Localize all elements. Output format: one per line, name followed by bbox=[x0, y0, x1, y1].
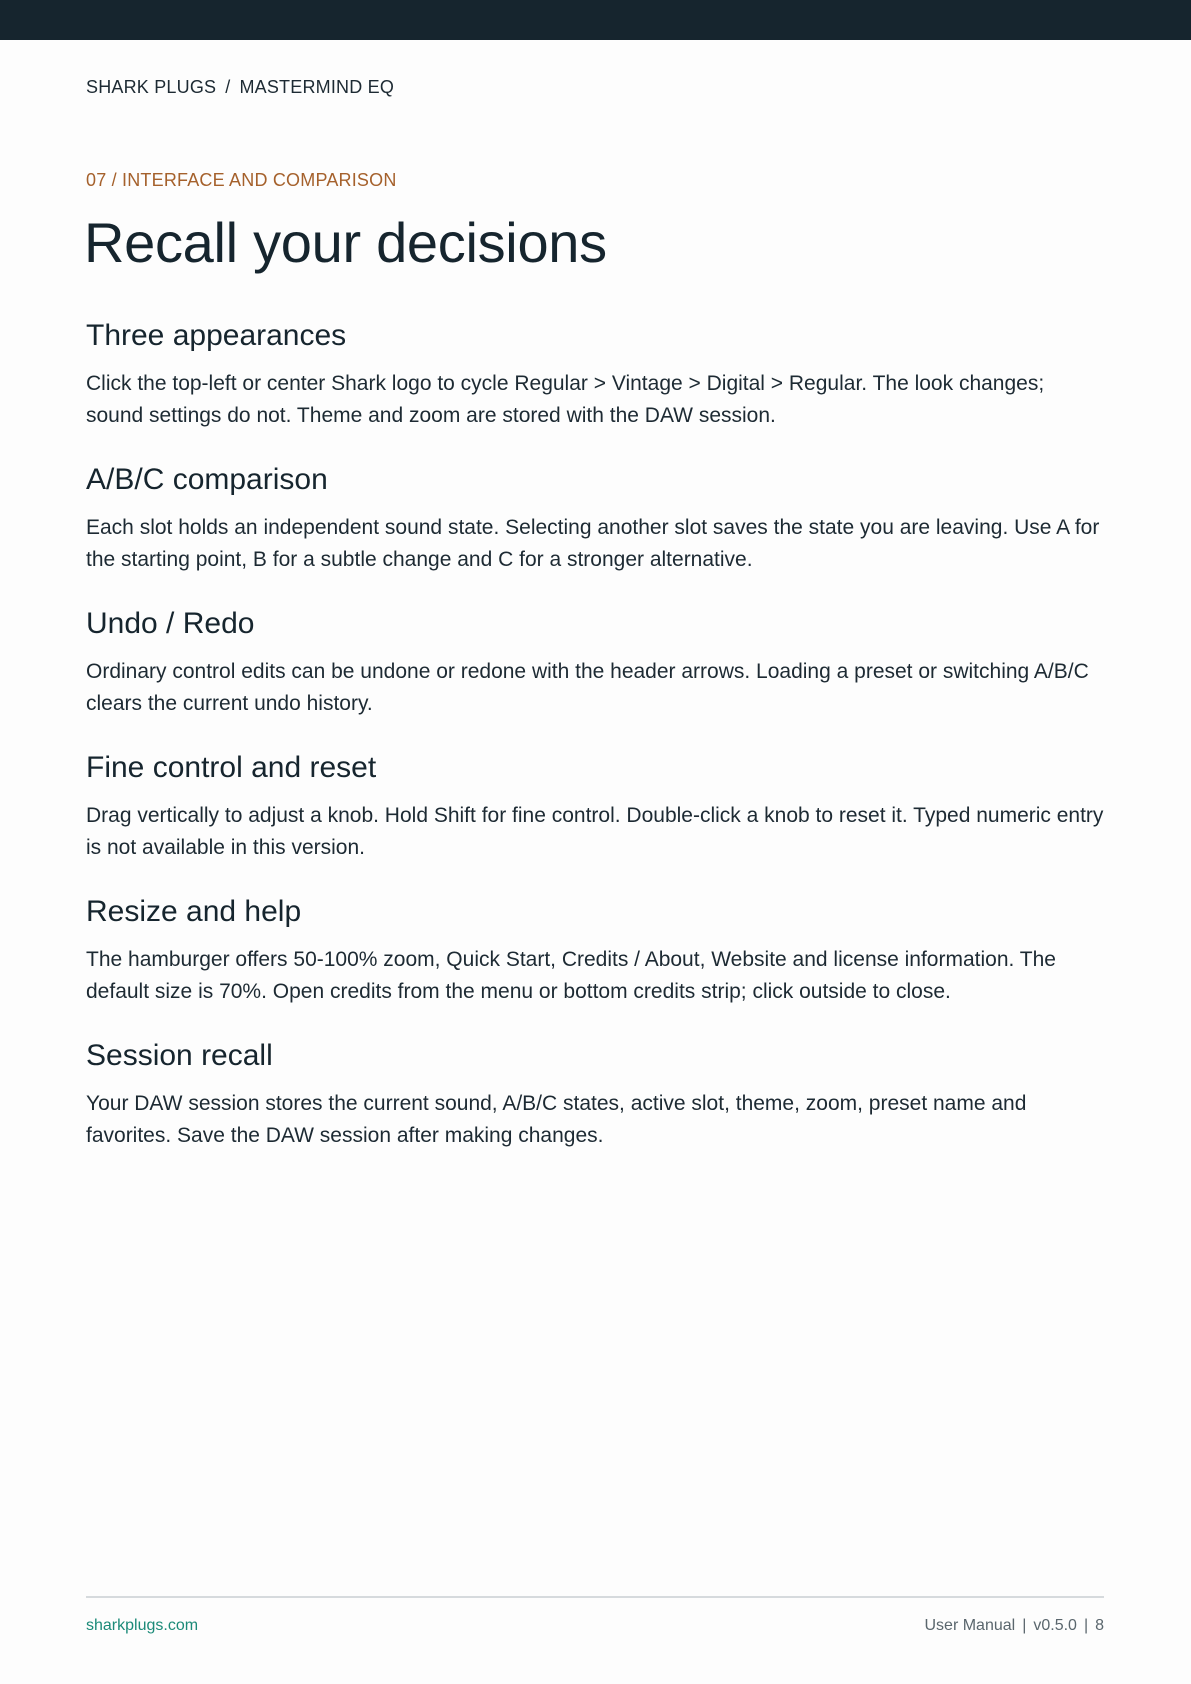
footer-page-info bbox=[924, 1617, 1104, 1635]
section-heading: Undo / Redo bbox=[86, 607, 255, 640]
section-body: Each slot holds an independent sound state. Selecting another slot saves the state you are leaving. Use A for the starting point, B for a subtle change and C for a stronger alternative. bbox=[86, 516, 1100, 571]
section-three-appearances bbox=[86, 318, 1106, 432]
section-body: The hamburger offers 50-100% zoom, Quick Start, Credits / About, Website and license information. The default size is 70%. Open credits from the menu or bottom credits strip; click outside to close. bbox=[86, 948, 1056, 1003]
section-fine-control bbox=[86, 750, 1106, 864]
section-undo-redo bbox=[86, 606, 1106, 720]
breadcrumb-brand: SHARK PLUGS bbox=[86, 77, 217, 97]
breadcrumb bbox=[86, 77, 394, 98]
section-label: 07 / INTERFACE AND COMPARISON bbox=[86, 170, 397, 190]
section-heading: A/B/C comparison bbox=[86, 463, 328, 496]
breadcrumb-product: MASTERMIND EQ bbox=[239, 77, 395, 97]
section-heading: Session recall bbox=[86, 1039, 273, 1072]
footer-website-link[interactable]: sharkplugs.com bbox=[86, 1617, 199, 1634]
footer-version: v0.5.0 bbox=[1033, 1617, 1077, 1634]
page-title: Recall your decisions bbox=[84, 211, 607, 274]
breadcrumb-separator: / bbox=[225, 77, 231, 97]
section-body: Your DAW session stores the current sound, A/B/C states, active slot, theme, zoom, preset name and favorites. Save the DAW session after making changes. bbox=[86, 1092, 1027, 1147]
footer-pipe: | bbox=[1022, 1617, 1027, 1634]
section-body: Click the top-left or center Shark logo to cycle Regular > Vintage > Digital > Regular. The look changes; sound settings do not. Theme and zoom are stored with the DAW session. bbox=[86, 372, 1045, 427]
section-session-recall bbox=[86, 1038, 1106, 1152]
footer-pipe: | bbox=[1083, 1617, 1089, 1634]
section-body: Drag vertically to adjust a knob. Hold Shift for fine control. Double-click a knob to reset it. Typed numeric entry is not available in this version. bbox=[86, 804, 1104, 859]
footer-page-number: 8 bbox=[1095, 1617, 1104, 1634]
section-body: Ordinary control edits can be undone or redone with the header arrows. Loading a preset or switching A/B/C clears the current undo history. bbox=[86, 660, 1089, 715]
footer-divider bbox=[86, 1596, 1104, 1598]
section-resize-help bbox=[86, 894, 1106, 1008]
section-heading: Fine control and reset bbox=[86, 751, 377, 784]
footer-doc-name: User Manual bbox=[924, 1617, 1016, 1634]
section-heading: Resize and help bbox=[86, 895, 302, 928]
top-bar bbox=[0, 0, 1191, 40]
content-sections bbox=[86, 318, 1106, 1182]
section-heading: Three appearances bbox=[86, 319, 347, 352]
section-abc-comparison bbox=[86, 462, 1106, 576]
